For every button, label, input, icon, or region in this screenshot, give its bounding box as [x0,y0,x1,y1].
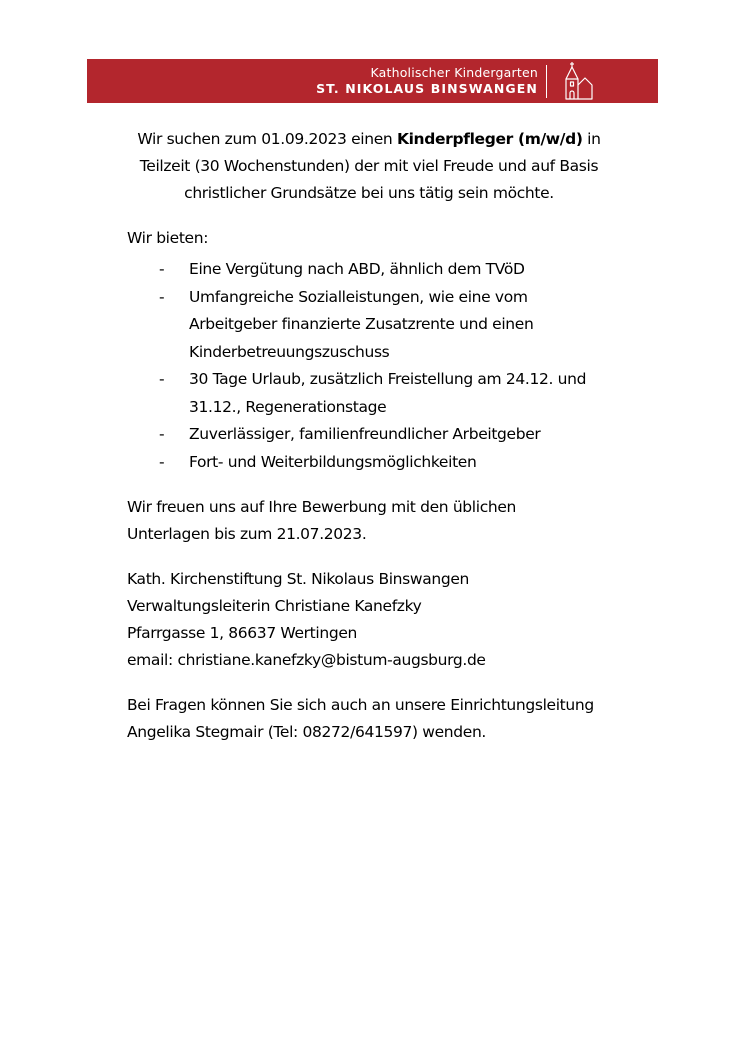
contact-organization: Kath. Kirchenstiftung St. Nikolaus Binswangen [127,570,469,588]
job-posting [127,126,647,746]
contact-person: Verwaltungsleiterin Christiane Kanefzky [127,597,422,615]
application-line: Unterlagen bis zum 21.07.2023. [127,525,367,543]
benefit-list [127,256,647,476]
benefit-item [127,256,647,284]
intro-text: Wir suchen zum 01.09.2023 einen [137,130,397,148]
benefit-item [127,449,647,477]
intro-line [119,126,619,153]
contact-block [127,566,647,674]
job-title: Kinderpfleger (m/w/d) [396,130,583,148]
benefit-text: Arbeitgeber finanzierte Zusatzrente und einen [189,315,534,333]
contact-email[interactable]: email: christiane.kanefzky@bistum-augsburg.de [127,651,486,669]
benefit-text: 31.12., Regenerationstage [189,397,387,416]
intro-line: christlicher Grundsätze bei uns tätig sein möchte. [184,184,554,202]
application-line: Wir freuen uns auf Ihre Bewerbung mit den üblichen [127,498,516,516]
questions-line: Angelika Stegmair (Tel: 08272/641597) wenden. [127,723,486,741]
questions-paragraph [127,692,647,746]
benefit-text: Fort- und Weiterbildungsmöglichkeiten [189,452,477,471]
benefit-text: Zuverlässiger, familienfreundlicher Arbeitgeber [189,425,541,443]
list-dash: - [159,370,165,388]
benefit-item [127,421,647,449]
intro-paragraph [119,126,619,207]
contact-address: Pfarrgasse 1, 86637 Wertingen [127,624,357,642]
header-title [316,65,538,97]
intro-text: in [582,130,601,148]
list-dash: - [159,260,165,278]
benefit-item [127,366,647,421]
benefit-text: Kinderbetreuungszuschuss [189,342,390,361]
header-banner [87,59,658,103]
header-divider [546,65,547,98]
list-dash: - [159,425,165,443]
list-dash: - [159,287,165,306]
list-dash: - [159,452,165,471]
benefit-text: Eine Vergütung nach ABD, ähnlich dem TVöD [189,260,525,278]
benefit-text: Umfangreiche Sozialleistungen, wie eine vom [189,287,528,306]
church-icon [558,61,598,101]
offer-heading: Wir bieten: [127,229,209,247]
benefit-text: 30 Tage Urlaub, zusätzlich Freistellung am 24.12. und [189,370,587,388]
header-line-2: ST. NIKOLAUS BINSWANGEN [316,81,538,96]
header-line-1: Katholischer Kindergarten [370,65,538,80]
questions-line: Bei Fragen können Sie sich auch an unsere Einrichtungsleitung [127,696,594,714]
intro-line: Teilzeit (30 Wochenstunden) der mit viel Freude und auf Basis [139,157,599,175]
benefit-item [127,284,647,367]
application-paragraph [127,494,647,548]
